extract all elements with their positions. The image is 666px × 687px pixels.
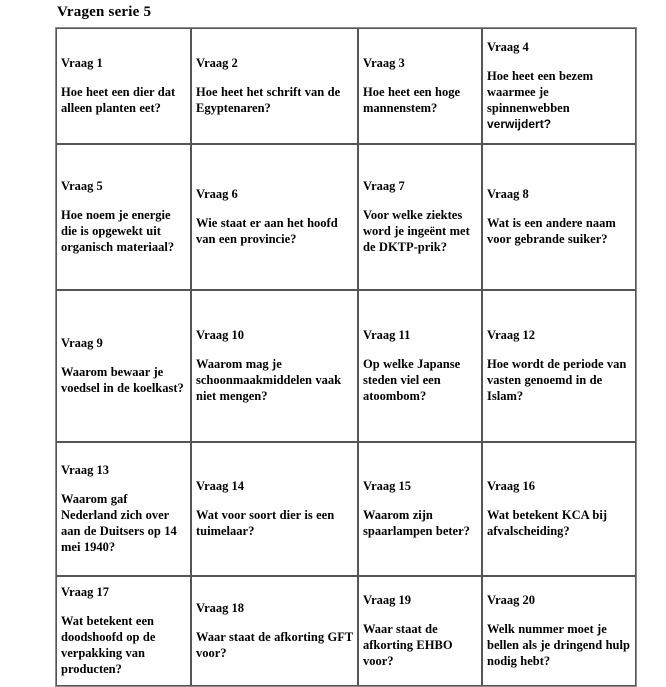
question-cell-3[interactable] (358, 28, 482, 144)
table-row (56, 290, 636, 442)
question-label: Vraag 6 (196, 187, 238, 201)
question-cell-18[interactable] (191, 576, 358, 686)
question-cell-1[interactable] (56, 28, 191, 144)
question-text: Wat is een andere naam voor gebrande suiker? (487, 216, 616, 246)
question-text: Waarom zijn spaarlampen beter? (363, 508, 470, 538)
question-cell-20[interactable] (482, 576, 636, 686)
question-text: Wat betekent een doodshoofd op de verpakking van producten? (61, 614, 156, 676)
question-cell-11[interactable] (358, 290, 482, 442)
question-cell-10[interactable] (191, 290, 358, 442)
question-cell-17[interactable] (56, 576, 191, 686)
question-cell-2[interactable] (191, 28, 358, 144)
question-text: Hoe heet het schrift van de Egyptenaren? (196, 85, 341, 115)
question-text: Voor welke ziektes word je ingeënt met de DKTP-prik? (363, 208, 470, 254)
question-cell-9[interactable] (56, 290, 191, 442)
question-text: Waarom mag je schoonmaakmiddelen vaak niet mengen? (196, 357, 342, 403)
question-label: Vraag 8 (487, 187, 529, 201)
question-text: Waar staat de afkorting GFT voor? (196, 630, 353, 660)
question-cell-15[interactable] (358, 442, 482, 576)
question-cell-12[interactable] (482, 290, 636, 442)
question-text: Waarom gaf Nederland zich over aan de Duitsers op 14 mei 1940? (61, 492, 177, 554)
question-label: Vraag 12 (487, 328, 536, 342)
question-text-tail: verwijdert? (487, 117, 552, 131)
question-cell-6[interactable] (191, 144, 358, 290)
table-row (56, 442, 636, 576)
table-row (56, 576, 636, 686)
question-cell-7[interactable] (358, 144, 482, 290)
question-cell-4[interactable] (482, 28, 636, 144)
question-label: Vraag 18 (196, 601, 245, 615)
question-label: Vraag 1 (61, 56, 103, 70)
question-cell-5[interactable] (56, 144, 191, 290)
question-text: Hoe heet een dier dat alleen planten eet? (61, 85, 176, 115)
question-text: Hoe noem je energie die is opgewekt uit organisch materiaal? (61, 208, 175, 254)
question-text-main: Hoe heet een bezem waarmee je spinnenwebben (487, 69, 594, 115)
question-label: Vraag 4 (487, 40, 529, 54)
question-label: Vraag 13 (61, 463, 110, 477)
question-text: Hoe wordt de periode van vasten genoemd in de Islam? (487, 357, 627, 403)
table-row (56, 28, 636, 144)
question-label: Vraag 11 (363, 328, 411, 342)
question-text: Welk nummer moet je bellen als je dringend hulp nodig hebt? (487, 622, 630, 668)
questions-table (55, 27, 637, 687)
question-text: Wat betekent KCA bij afvalscheiding? (487, 508, 607, 538)
question-label: Vraag 20 (487, 593, 536, 607)
question-text: Waarom bewaar je voedsel in de koelkast? (61, 365, 184, 395)
question-label: Vraag 2 (196, 56, 238, 70)
question-cell-13[interactable] (56, 442, 191, 576)
question-cell-8[interactable] (482, 144, 636, 290)
question-label: Vraag 7 (363, 179, 405, 193)
question-label: Vraag 17 (61, 585, 110, 599)
question-label: Vraag 15 (363, 479, 412, 493)
question-label: Vraag 5 (61, 179, 103, 193)
page-title: Vragen serie 5 (57, 4, 152, 20)
question-label: Vraag 19 (363, 593, 412, 607)
question-cell-14[interactable] (191, 442, 358, 576)
question-cell-19[interactable] (358, 576, 482, 686)
question-text: Op welke Japanse steden viel een atoombom? (363, 357, 461, 403)
question-label: Vraag 14 (196, 479, 245, 493)
question-text: Waar staat de afkorting EHBO voor? (363, 622, 453, 668)
question-label: Vraag 10 (196, 328, 245, 342)
question-text: Hoe heet een hoge mannenstem? (363, 85, 461, 115)
question-text (487, 68, 632, 132)
question-label: Vraag 9 (61, 336, 103, 350)
question-label: Vraag 16 (487, 479, 536, 493)
question-cell-16[interactable] (482, 442, 636, 576)
question-label: Vraag 3 (363, 56, 405, 70)
question-text: Wat voor soort dier is een tuimelaar? (196, 508, 335, 538)
table-row (56, 144, 636, 290)
question-text: Wie staat er aan het hoofd van een provincie? (196, 216, 338, 246)
